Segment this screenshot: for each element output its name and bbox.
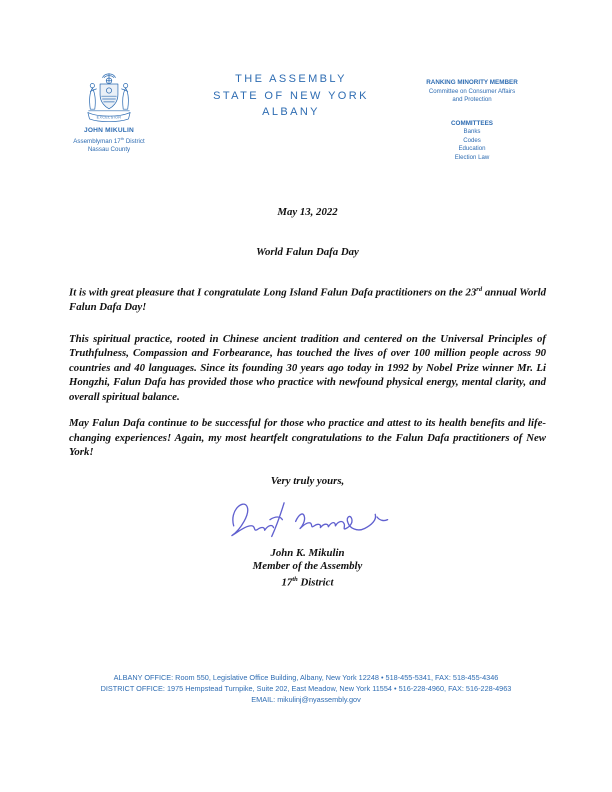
committee-item: Banks <box>463 128 481 135</box>
letter-subject: World Falun Dafa Day <box>256 245 359 258</box>
signer-title: Member of the Assembly <box>252 559 363 572</box>
albany-office-line: ALBANY OFFICE: Room 550, Legislative Office Building, Albany, New York 12248 • 518-455-5341, FAX: 518-455-4346 <box>113 673 499 682</box>
committee-item: Election Law <box>454 153 490 161</box>
assemblyman-county: Nassau County <box>87 146 131 154</box>
masthead-line-2: STATE OF NEW YORK <box>213 89 369 102</box>
district-office-line: DISTRICT OFFICE: 1975 Hempstead Turnpike, Suite 202, East Meadow, New York 11554 • 516-228-4960, FAX: 516-228-4963 <box>100 684 512 693</box>
masthead-line-1: THE ASSEMBLY <box>235 73 347 85</box>
paragraph-1: It is with great pleasure that I congratulate Long Island Falun Dafa practitioners on the 23rd annual World Falun Dafa Day! <box>69 286 546 314</box>
assemblyman-name: JOHN MIKULIN <box>83 127 135 134</box>
committee-item: Education <box>458 145 486 153</box>
seal-motto: EXCELSIOR <box>96 115 122 120</box>
handwritten-signature-icon <box>218 494 398 540</box>
email-line: EMAIL: mikulinj@nyassembly.gov <box>251 695 361 704</box>
ranking-member-title: RANKING MINORITY MEMBER <box>426 79 518 86</box>
masthead-line-3: ALBANY <box>262 106 320 118</box>
assemblyman-title: Assemblyman 17th District <box>73 136 145 146</box>
letterhead <box>0 0 612 165</box>
committees-heading: COMMITTEES <box>451 119 493 127</box>
contact-footer <box>0 672 612 705</box>
committee-item: Codes <box>463 136 481 144</box>
signer-name: John K. Mikulin <box>270 546 345 559</box>
letter-body <box>69 205 546 590</box>
signer-district: 17th District <box>281 576 334 589</box>
paragraph-2: This spiritual practice, rooted in Chinese ancient tradition and centered on the Universal Principles of Truthfulness, Compassion and Forbearance, has touched the lives of over 100 million people across 90 countries and 40 languages. Since its founding 30 years ago today in 1992 by Nobel Prize winner Mr. Li Hongzhi, Falun Dafa has provided those who practice with newfound physical energy, mental clarity, and overall spiritual balance. <box>69 332 546 403</box>
ranking-committee-line2: and Protection <box>452 96 492 103</box>
ranking-committee-line1: Committee on Consumer Affairs <box>428 87 516 95</box>
signature-area <box>69 494 546 545</box>
letterhead-right-block <box>416 79 528 162</box>
letter-date: May 13, 2022 <box>277 206 338 218</box>
paragraph-3: May Falun Dafa continue to be successful for those who practice and attest to its health benefits and life-changing experiences! Again, my most heartfelt congratulations to the Falun Dafa practitioners of New York! <box>69 417 546 459</box>
ordinal-superscript: rd <box>476 286 483 293</box>
closing-salutation: Very truly yours, <box>270 474 345 487</box>
signer-block <box>69 547 546 590</box>
